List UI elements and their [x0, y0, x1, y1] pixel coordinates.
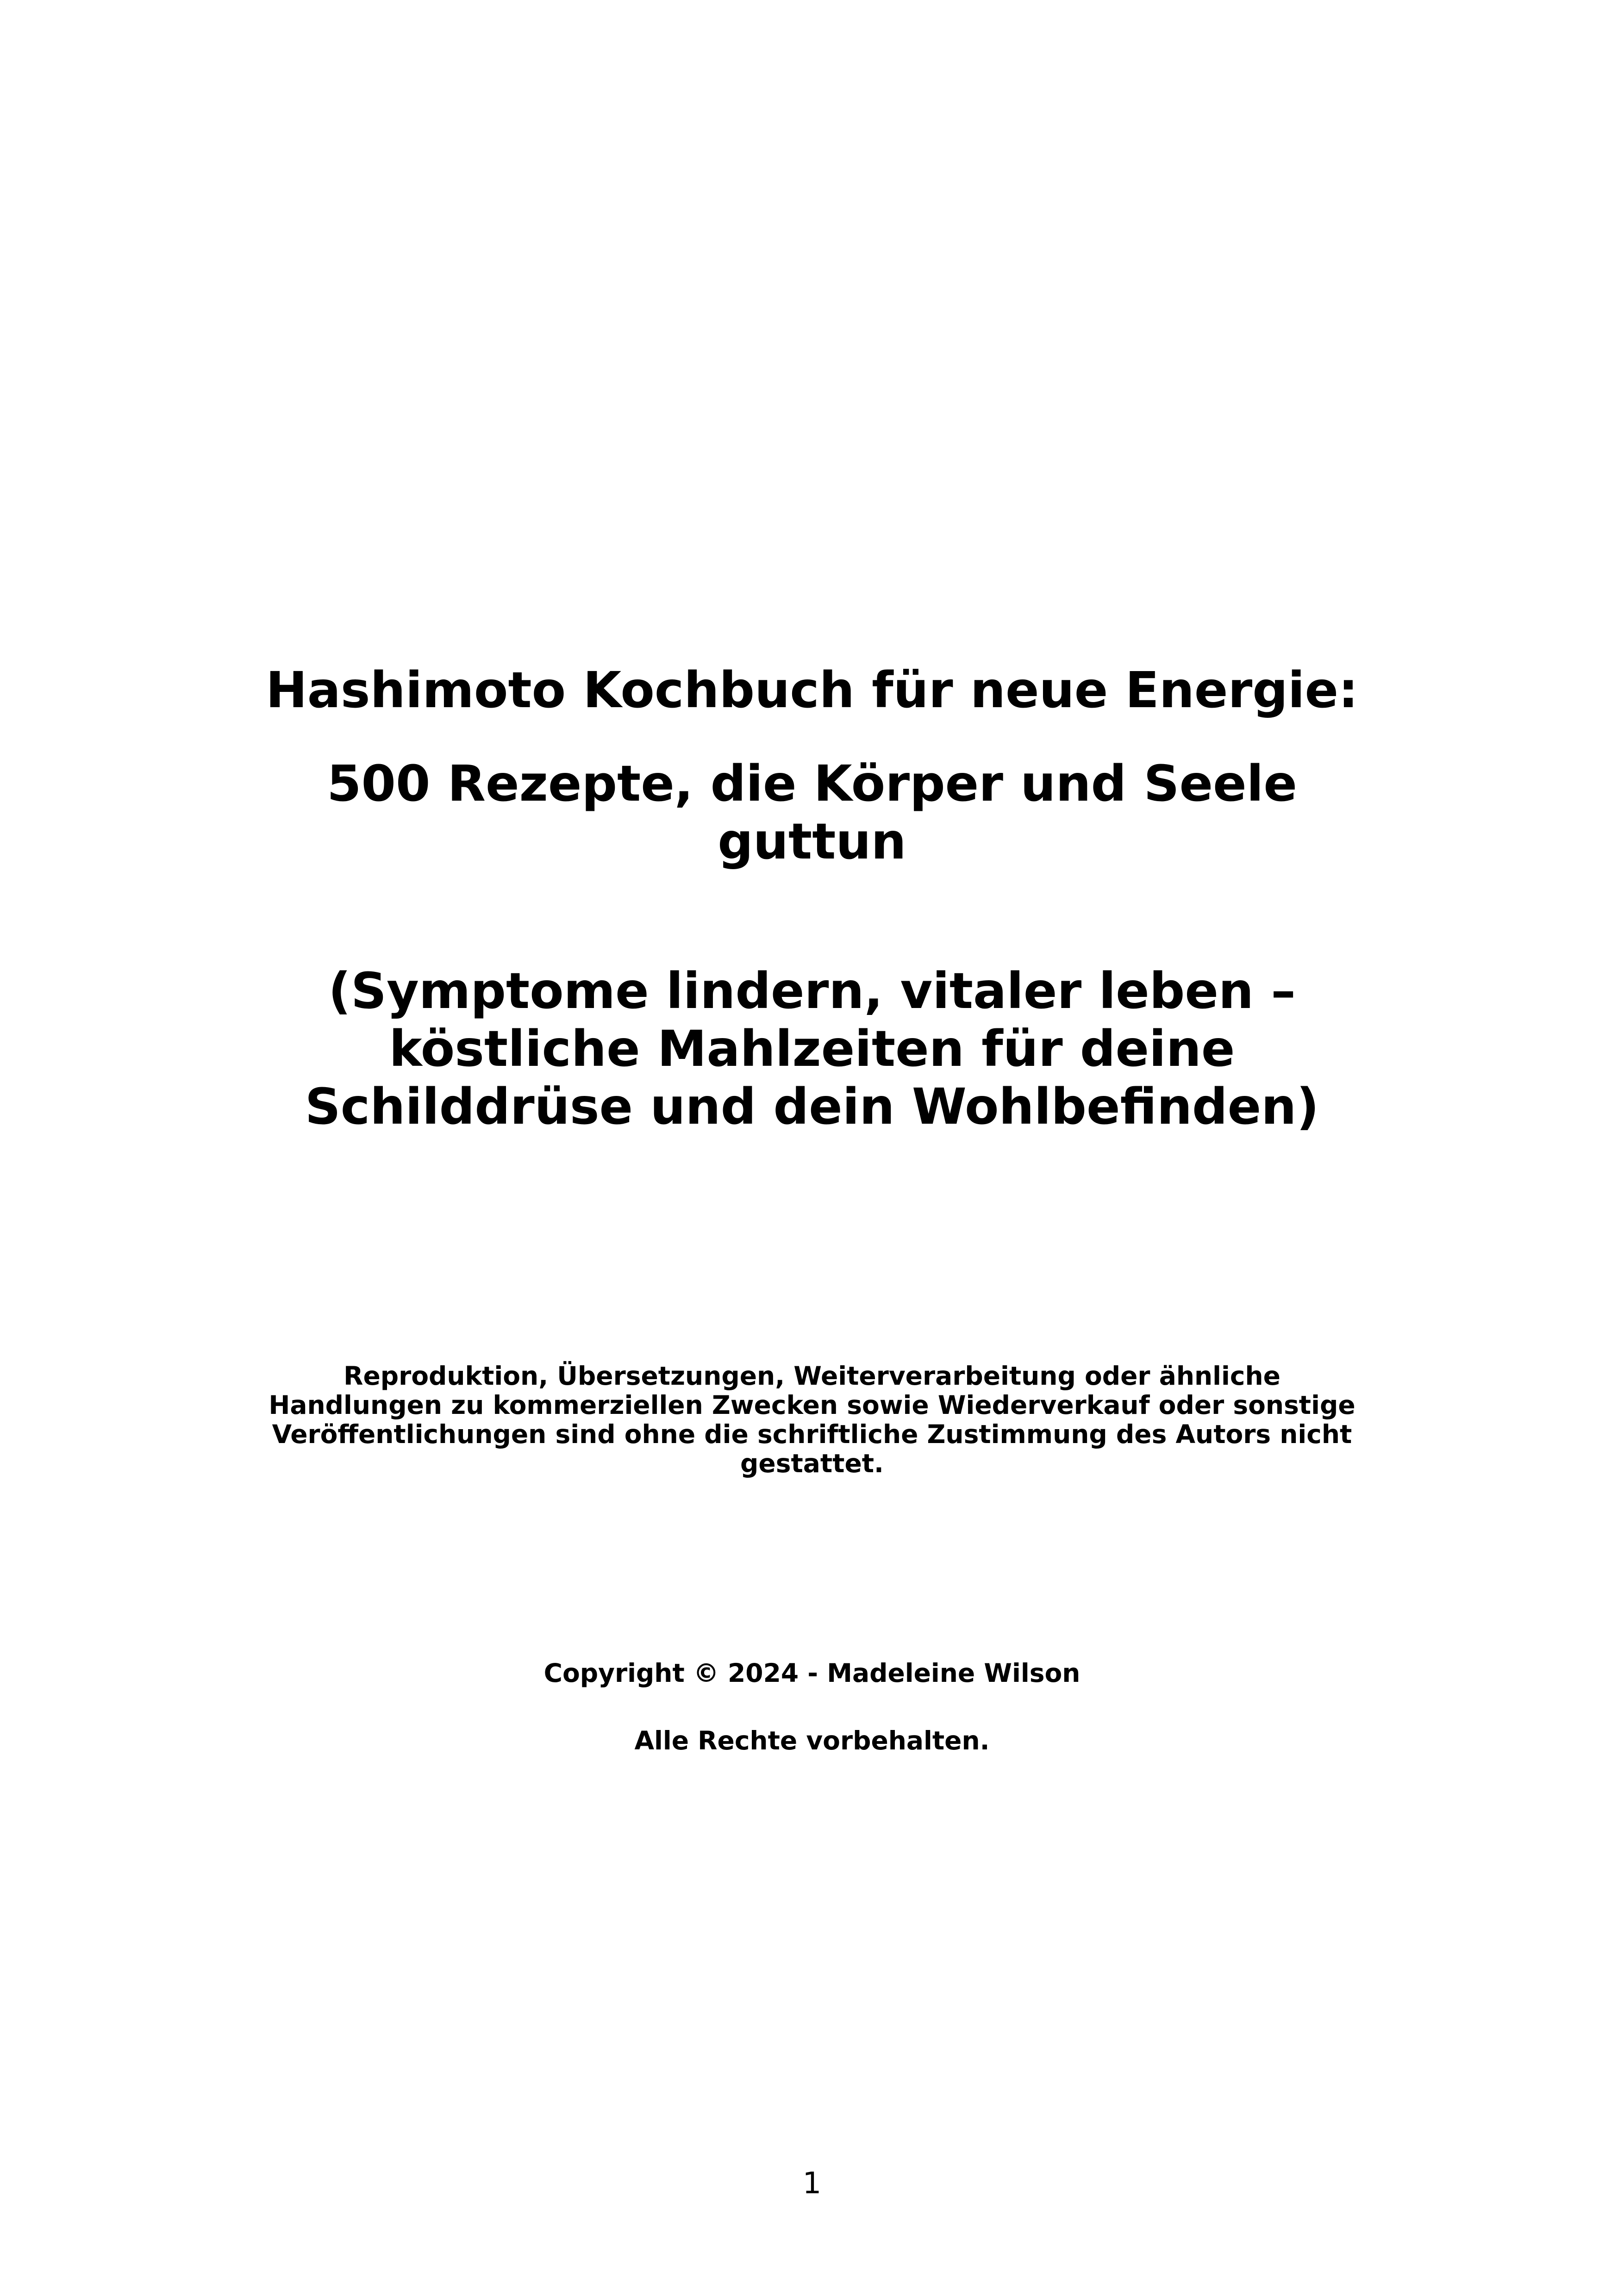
- rights-reserved-line: Alle Rechte vorbehalten.: [634, 1726, 990, 1755]
- legal-notice-line: Reproduktion, Übersetzungen, Weiterverarbeitung oder ähnliche: [344, 1361, 1280, 1391]
- book-title: Hashimoto Kochbuch für neue Energie:: [266, 662, 1358, 719]
- legal-notice-line: Veröffentlichungen sind ohne die schriftliche Zustimmung des Autors nicht: [272, 1419, 1352, 1449]
- legal-notice: [259, 1362, 1365, 1478]
- book-subtitle: [231, 755, 1393, 871]
- tagline-line: köstliche Mahlzeiten für deine: [389, 1020, 1235, 1078]
- book-tagline: [231, 963, 1393, 1136]
- copyright-line: Copyright © 2024 - Madeleine Wilson: [543, 1658, 1081, 1688]
- page-number: 1: [802, 2166, 822, 2201]
- tagline-line: Schilddrüse und dein Wohlbefinden): [305, 1078, 1319, 1136]
- legal-notice-line: Handlungen zu kommerziellen Zwecken sowie Wiederverkauf oder sonstige: [269, 1390, 1355, 1420]
- subtitle-line: guttun: [718, 813, 906, 871]
- tagline-line: (Symptome lindern, vitaler leben –: [328, 963, 1296, 1020]
- legal-notice-line: gestattet.: [740, 1449, 884, 1478]
- subtitle-line: 500 Rezepte, die Körper und Seele: [327, 755, 1297, 813]
